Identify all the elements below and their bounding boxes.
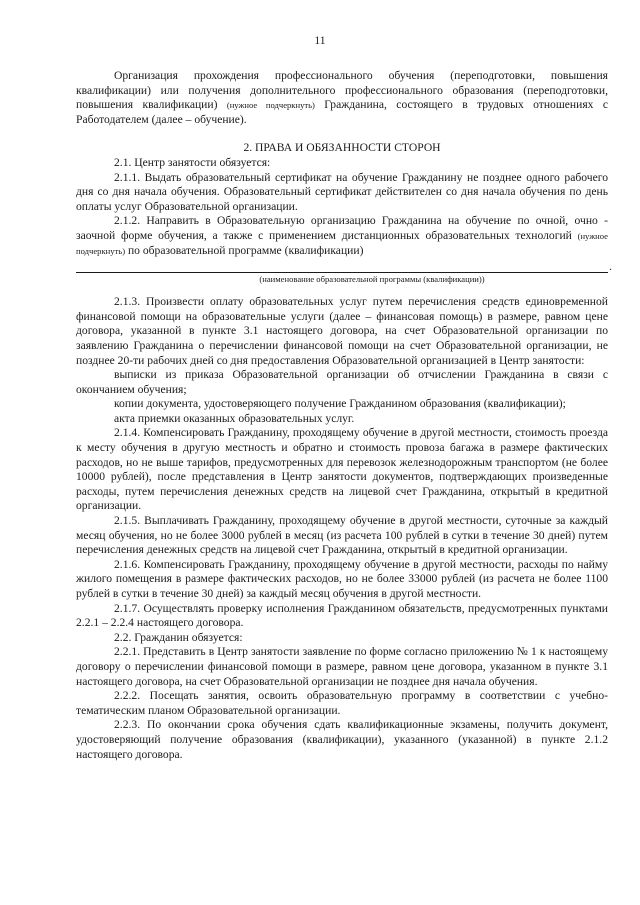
clause-2-1-5: 2.1.5. Выплачивать Гражданину, проходящему обучение в другой местности, суточные за каждый месяц обучения, но не более 3000 рублей в месяц (из расчета 100 рублей в сутки в течение 30 дней) путем перечисления денежных средств на лицевой счет Гражданина, открытый в кредитной организации.: [76, 514, 608, 557]
clause-2-1: 2.1. Центр занятости обязуется:: [114, 155, 271, 169]
clause-2-1-2-text: 2.1.2. Направить в Образовательную организацию Гражданина на обучение по очной, очно - заочной форме обучения, а также с применением дистанционных образовательных технологий: [76, 214, 608, 242]
clause-2-1-3: 2.1.3. Произвести оплату образовательных услуг путем перечисления средств единовременной финансовой помощи на образовательные услуги (далее – финансовая помощь) в размере, равном цене договора, указанной в пункте 3.1 настоящего договора, на счет Образовательной организации по заявлению Гражданина о перечислении финансовой помощи на счет Образовательной организации, не позднее 20-ти рабочих дней со дня предоставления Образовательной организацией в Центр занятости:: [76, 295, 608, 367]
document-body: [76, 69, 612, 762]
intro-text-end: Гражданина, состоящего в трудовых отношениях с Работодателем (далее – обучение).: [76, 98, 608, 126]
clause-2-2-2: 2.2.2. Посещать занятия, освоить образовательную программу в соответствии с учебно-тематическим планом Образовательной организации.: [76, 689, 608, 717]
clause-2-1-4: 2.1.4. Компенсировать Гражданину, проходящему обучение в другой местности, стоимость проезда к месту обучения в другую местность и обратно и стоимость провоза багажа в размере фактических расходов, но не выше тарифов, предусмотренных для перевозок железнодорожным транспортом (не более 10000 рублей), после представления в Центр занятости документов, подтверждающих произведенные расходы, путем перечисления денежных средств на лицевой счет Гражданина, открытый в кредитной организации.: [76, 426, 608, 513]
program-name-blank: [76, 259, 612, 273]
clause-2-1-6: 2.1.6. Компенсировать Гражданину, проходящему обучение в другой местности, расходы по найму жилого помещения в размере фактических расходов, но не более 33000 рублей (из расчета не более 1100 рублей в сутки в течение 30 дней) за каждый месяц обучения в другой местности.: [76, 557, 608, 600]
intro-paragraph: [76, 69, 608, 127]
clause-2-1-2-note: (нужное подчеркнуть): [76, 230, 608, 256]
clause-2-1-2: [76, 214, 608, 258]
program-name-caption: (наименование образовательной программы (квалификации)): [259, 274, 485, 285]
clause-2-2: 2.2. Гражданин обязуется:: [114, 630, 243, 644]
clause-2-2-1: 2.2.1. Представить в Центр занятости заявление по форме согласно приложению № 1 к настоящему договору о перечислении финансовой помощи в размере, равном цене договора, указанном в пункте 3.1 настоящего договора, на счет Образовательной организации не позднее дня начала обучения.: [76, 645, 608, 688]
intro-underline-note: (нужное подчеркнуть): [226, 100, 315, 111]
clause-2-1-1: 2.1.1. Выдать образовательный сертификат на обучение Гражданину не позднее одного рабочего дня со дня начала обучения. Образовательный сертификат действителен со дня начала обучения по день оплаты услуг Образовательной организации.: [76, 170, 608, 213]
list-item-act: акта приемки оказанных образовательных услуг.: [114, 411, 355, 425]
clause-2-1-2-text-end: по образовательной программе (квалификации): [125, 243, 364, 257]
blank-period: .: [609, 259, 612, 273]
list-item-extract: выписки из приказа Образовательной организации об отчислении Гражданина в связи с окончанием обучения;: [76, 368, 608, 396]
clause-2-1-7: 2.1.7. Осуществлять проверку исполнения Гражданином обязательств, предусмотренных пунктами 2.2.1 – 2.2.4 настоящего договора.: [76, 601, 608, 630]
clause-2-2-3: 2.2.3. По окончании срока обучения сдать квалификационные экзамены, получить документ, удостоверяющий получение образования (квалификации), указанного (указанной) в пункте 2.1.2 настоящего договора.: [76, 718, 608, 761]
section-heading: 2. ПРАВА И ОБЯЗАННОСТИ СТОРОН: [243, 141, 441, 155]
intro-text: Организация прохождения профессионального обучения (переподготовки, повышения квалификации) или получения дополнительного профессионального образования (переподготовки, повышения квалификации): [76, 69, 608, 112]
page-number: 11: [314, 34, 326, 47]
list-item-copy: копии документа, удостоверяющего получение Гражданином образования (квалификации);: [114, 397, 566, 411]
